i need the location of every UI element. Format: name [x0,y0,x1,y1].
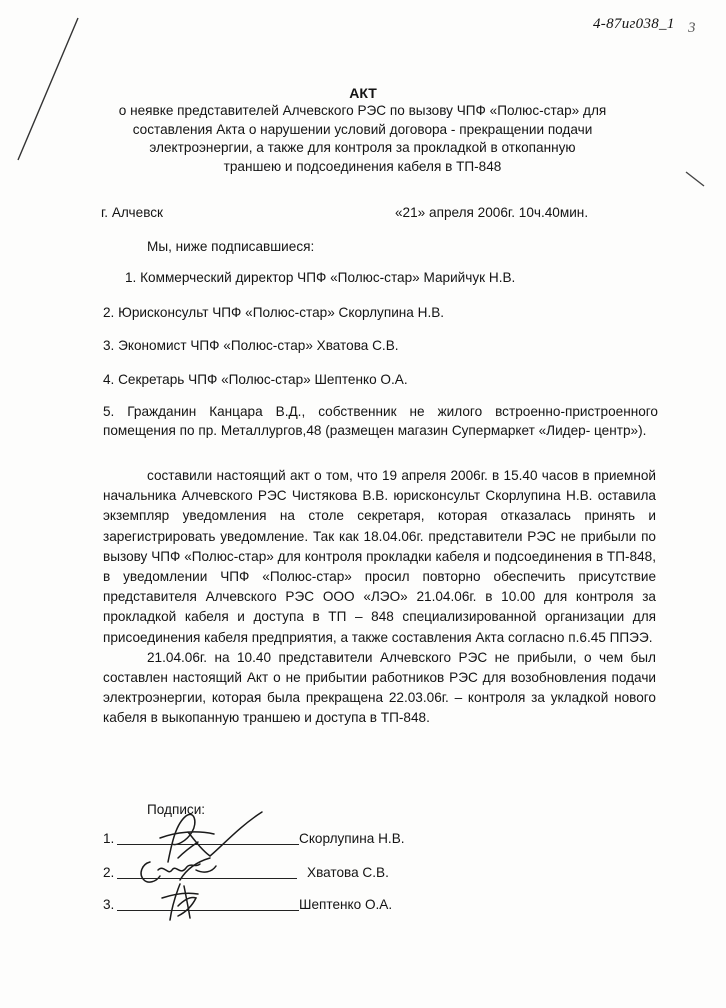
page-mark: 3 [688,20,696,36]
participant-item: 4. Секретарь ЧПФ «Полюс-стар» Шептенко О.А. [103,372,408,387]
act-datetime: «21» апреля 2006г. 10ч.40мин. [395,205,589,220]
signatory-name: Скорлупина Н.В. [299,831,405,846]
subtitle-line: электроэнергии, а также для контроля за прокладкой в откопанную [149,140,576,155]
body-paragraph: составили настоящий акт о том, что 19 апреля 2006г. в 15.40 часов в приемной начальника Алчевского РЭС Чистякова В.В. юрисконсульт Скорлупина Н.В. оставила экземпляр уведомления на столе секретаря, которая отказалась принять и зарегистрировать уведомление. Так как 18.04.06г. представители РЭС не прибыли по вызову ЧПФ «Полюс-стар» для контроля прокладки кабеля и подсоединения в ТП-848, в уведомлении ЧПФ «Полюс-стар» просил повторно обеспечить присутствие представителя Алчевского РЭС ООО «ЛЭО» 21.04.06г. в 10.00 для контроля за прокладкой кабеля и доступа в ТП – 848 специализированной организации для присоединения кабеля предприятия, а также составления Акта согласно п.6.45 ППЭЭ. [103,468,656,645]
participant-item: 5. Гражданин Канцара В.Д., собственник не жилого встроенно-пристроенного помещения по пр. Металлургов,48 (размещен магазин Супермаркет «Лидер- центр»). [103,404,658,438]
intro-line: Мы, ниже подписавшиеся: [147,239,315,254]
scan-edge-mark [686,172,704,186]
subtitle-line: траншею и подсоединения кабеля в ТП-848 [223,158,502,174]
act-heading: АКТ [349,85,377,101]
signature-line [117,878,297,879]
city: г. Алчевск [101,205,164,220]
signatures-heading: Подписи: [147,802,206,817]
signature-line [117,844,299,845]
document-code: 4-87иг038_1 [593,16,675,32]
act-subtitle [90,102,635,176]
signature-line [117,910,299,911]
signature-number: 1. [103,831,115,846]
subtitle-line: составления Акта о нарушении условий договора - прекращении подачи [132,121,593,137]
handwritten-signature-3 [162,884,198,920]
subtitle-line: о неявке представителей Алчевского РЭС по вызову ЧПФ «Полюс-стар» для [118,103,607,118]
participant-item: 1. Коммерческий директор ЧПФ «Полюс-стар» Марийчук Н.В. [125,270,516,285]
participant-item: 2. Юрисконсульт ЧПФ «Полюс-стар» Скорлупина Н.В. [103,305,445,320]
act-body [103,466,656,729]
signatory-name: Шептенко О.А. [299,897,393,912]
signature-number: 3. [103,897,115,912]
body-paragraph: 21.04.06г. на 10.40 представители Алчевского РЭС не прибыли, о чем был составлен настоящий Акт о не прибытии работников РЭС для возобновления подачи электроэнергии, которая была прекращена 22.03.06г. – контроля за укладкой нового кабеля в выкопанную траншею и доступа в ТП-848. [103,649,656,726]
participant-item: 3. Экономист ЧПФ «Полюс-стар» Хватова С.В. [103,338,399,353]
signature-number: 2. [103,865,115,880]
signatory-name: Хватова С.В. [307,865,389,880]
